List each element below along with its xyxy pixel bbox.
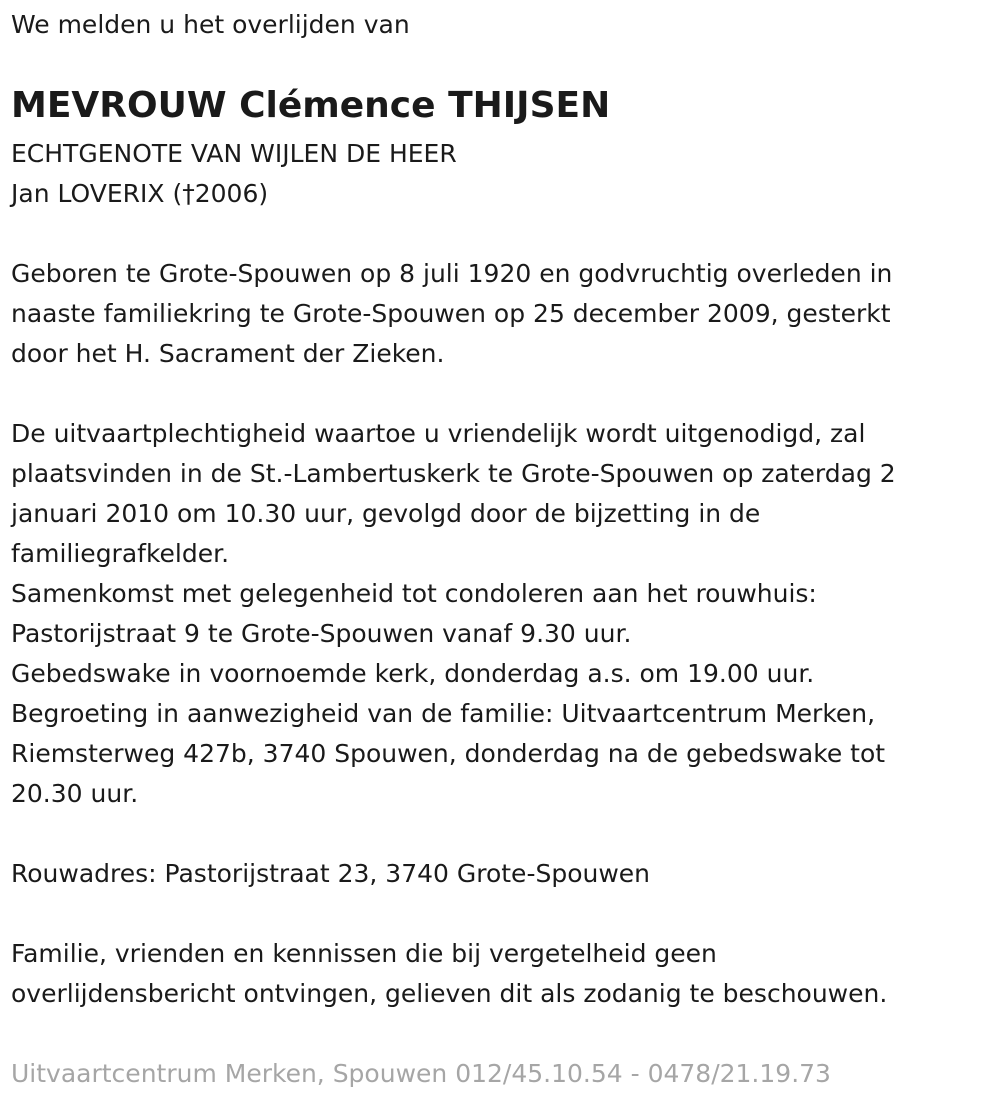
paragraph-line: De uitvaartplechtigheid waartoe u vriendelijk wordt uitgenodigd, zal xyxy=(11,419,866,448)
paragraph-line: Begroeting in aanwezigheid van de familie: Uitvaartcentrum Merken, xyxy=(11,699,876,728)
paragraph-line: januari 2010 om 10.30 uur, gevolgd door de bijzetting in de xyxy=(11,499,761,528)
paragraph-line: familiegrafkelder. xyxy=(11,539,230,568)
intro-text: We melden u het overlijden van xyxy=(11,10,410,39)
notice-paragraph xyxy=(11,934,887,1014)
spouse-info xyxy=(11,134,457,214)
deceased-name: MEVROUW Clémence THIJSEN xyxy=(11,85,611,126)
paragraph-line: naaste familiekring te Grote-Spouwen op 25 december 2009, gesterkt xyxy=(11,299,891,328)
paragraph-line: overlijdensbericht ontvingen, gelieven dit als zodanig te beschouwen. xyxy=(11,979,888,1008)
paragraph-line: Pastorijstraat 9 te Grote-Spouwen vanaf 9.30 uur. xyxy=(11,619,632,648)
paragraph-line: Samenkomst met gelegenheid tot condoleren aan het rouwhuis: xyxy=(11,579,817,608)
paragraph-line: Gebedswake in voornoemde kerk, donderdag a.s. om 19.00 uur. xyxy=(11,659,815,688)
spouse-line-2: Jan LOVERIX (†2006) xyxy=(11,179,269,208)
funeral-paragraph xyxy=(11,414,896,814)
birth-death-paragraph xyxy=(11,254,892,374)
paragraph-line: 20.30 uur. xyxy=(11,779,139,808)
funeral-home-footer: Uitvaartcentrum Merken, Spouwen 012/45.10.54 - 0478/21.19.73 xyxy=(11,1059,831,1088)
spouse-line-1: ECHTGENOTE VAN WIJLEN DE HEER xyxy=(11,139,457,168)
paragraph-line: Riemsterweg 427b, 3740 Spouwen, donderdag na de gebedswake tot xyxy=(11,739,886,768)
paragraph-line: Geboren te Grote-Spouwen op 8 juli 1920 en godvruchtig overleden in xyxy=(11,259,893,288)
paragraph-line: door het H. Sacrament der Zieken. xyxy=(11,339,445,368)
paragraph-line: plaatsvinden in de St.-Lambertuskerk te Grote-Spouwen op zaterdag 2 xyxy=(11,459,896,488)
mourning-address: Rouwadres: Pastorijstraat 23, 3740 Grote-Spouwen xyxy=(11,859,651,888)
paragraph-line: Familie, vrienden en kennissen die bij vergetelheid geen xyxy=(11,939,717,968)
